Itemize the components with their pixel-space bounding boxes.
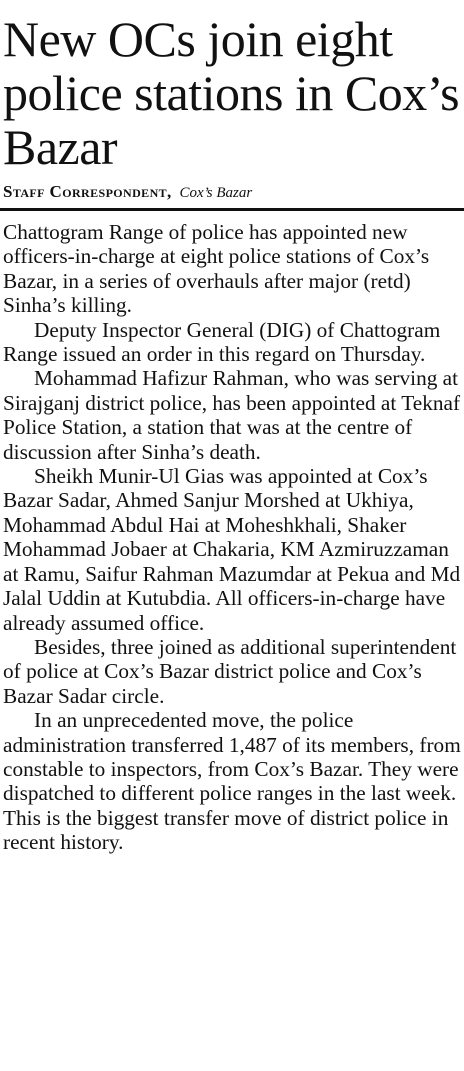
paragraph-4: Sheikh Munir-Ul Gias was appointed at Cox’s Bazar Sadar, Ahmed Sanjur Morshed at Ukhiya, Mohammad Abdul Hai at Moheshkhali, Shaker Mohammad Jobaer at Chakaria, KM Azmiruzzaman at Ramu, Saifur Rahman Mazumdar at Pekua and Md Jalal Uddin at Kutubdia. All officers-in-charge have already assumed office. [3,464,461,635]
paragraph-6: In an unprecedented move, the police administration transferred 1,487 of its members, from constable to inspectors, from Cox’s Bazar. They were dispatched to different police ranges in the last week. This is the biggest transfer move of district police in recent history. [3,708,461,855]
article-body [0,220,464,855]
paragraph-2: Deputy Inspector General (DIG) of Chattogram Range issued an order in this regard on Thursday. [3,317,441,367]
byline-separator: , [167,182,172,201]
byline [3,181,464,205]
byline-place: Cox’s Bazar [179,185,253,201]
headline: New OCs join eight police stations in Cox’s Bazar [3,11,460,175]
section-divider [0,208,464,211]
paragraph-1: Chattogram Range of police has appointed new officers-in-charge at eight police stations of Cox’s Bazar, in a series of overhauls after major (retd) Sinha’s killing. [3,220,430,318]
paragraph-3: Mohammad Hafizur Rahman, who was serving at Sirajganj district police, has been appointed at Teknaf Police Station, a station that was at the centre of discussion after Sinha’s death. [3,366,461,464]
paragraph-5: Besides, three joined as additional superintendent of police at Cox’s Bazar district police and Cox’s Bazar Sadar circle. [3,634,457,708]
byline-role: Staff Correspondent [3,182,168,201]
